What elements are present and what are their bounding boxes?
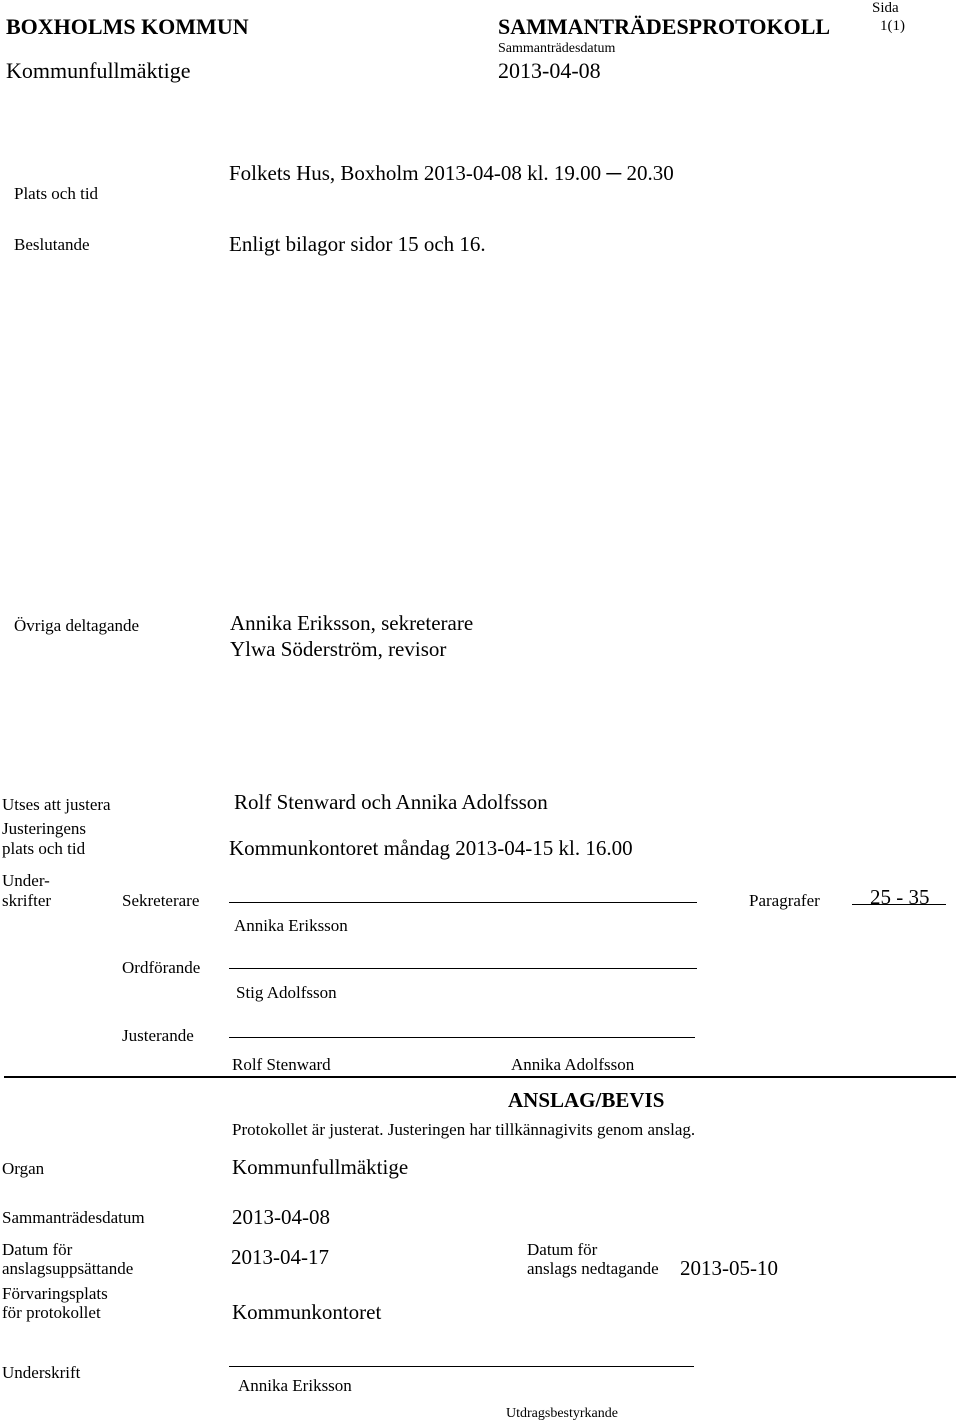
place-time-label: Plats och tid (14, 184, 99, 203)
place-time-value: Folkets Hus, Boxholm 2013-04-08 kl. 19.00 ─ 20.30 (229, 161, 674, 185)
appointed-adjusters-label: Utses att justera (2, 795, 111, 814)
municipality-name: BOXHOLMS KOMMUN (6, 14, 249, 39)
signature-label: Underskrift (2, 1363, 81, 1382)
decision-makers-value: Enligt bilagor sidor 15 och 16. (229, 232, 486, 256)
notice-title: ANSLAG/BEVIS (508, 1088, 665, 1112)
adjustment-place-value: Kommunkontoret måndag 2013-04-15 kl. 16.00 (229, 836, 633, 860)
signatures-label: Under- (2, 871, 50, 890)
removal-date: 2013-05-10 (680, 1256, 778, 1280)
secretary-signature-line (229, 902, 697, 903)
notice-signature-line (229, 1366, 694, 1367)
posting-date: 2013-04-17 (231, 1245, 329, 1269)
removal-date-label: Datum för (527, 1240, 598, 1259)
chair-label: Ordförande (122, 958, 201, 977)
others-line: Annika Eriksson, sekreterare (230, 611, 474, 635)
notice-statement: Protokollet är justerat. Justeringen har tillkännagivits genom anslag. (232, 1120, 696, 1139)
header-body: Kommunfullmäktige (6, 58, 191, 83)
chair-name: Stig Adolfsson (236, 983, 337, 1002)
signatures-label: skrifter (2, 891, 52, 910)
storage-label: Förvaringsplats (2, 1284, 108, 1303)
paragraphs-value: 25 - 35 (870, 885, 930, 909)
adjusters-label: Justerande (122, 1026, 194, 1045)
notice-meeting-date-label: Sammanträdesdatum (2, 1208, 145, 1227)
adjusters-signature-line (229, 1037, 695, 1038)
adjustment-place-label: Justeringens (2, 819, 87, 838)
notice-signature-name: Annika Eriksson (238, 1376, 352, 1395)
header-meeting-date-label: Sammanträdesdatum (498, 41, 616, 56)
chair-signature-line (229, 968, 697, 969)
storage-value: Kommunkontoret (232, 1300, 382, 1324)
section-divider (4, 1076, 956, 1078)
secretary-name: Annika Eriksson (234, 916, 348, 935)
header-meeting-date: 2013-04-08 (498, 58, 601, 83)
posting-date-label: anslagsuppsättande (2, 1259, 134, 1278)
organ-label: Organ (2, 1159, 45, 1178)
adjuster-name: Annika Adolfsson (511, 1055, 635, 1074)
others-line: Ylwa Söderström, revisor (230, 637, 447, 661)
posting-date-label: Datum för (2, 1240, 73, 1259)
page-number: 1(1) (880, 18, 905, 34)
paragraphs-underline (852, 904, 946, 905)
adjuster-name: Rolf Stenward (232, 1055, 331, 1074)
removal-date-label: anslags nedtagande (527, 1259, 659, 1278)
secretary-label: Sekreterare (122, 891, 200, 910)
appointed-adjusters-value: Rolf Stenward och Annika Adolfsson (234, 790, 548, 814)
paragraphs-label: Paragrafer (749, 891, 820, 910)
notice-meeting-date: 2013-04-08 (232, 1205, 330, 1229)
adjustment-place-label: plats och tid (2, 839, 86, 858)
others-label: Övriga deltagande (14, 616, 140, 635)
document-type: SAMMANTRÄDESPROTOKOLL (498, 14, 831, 39)
organ-value: Kommunfullmäktige (232, 1155, 409, 1179)
decision-makers-label: Beslutande (14, 235, 90, 254)
page-label: Sida (872, 0, 899, 16)
certifier-label: Utdragsbestyrkande (506, 1406, 618, 1421)
storage-label: för protokollet (2, 1303, 101, 1322)
